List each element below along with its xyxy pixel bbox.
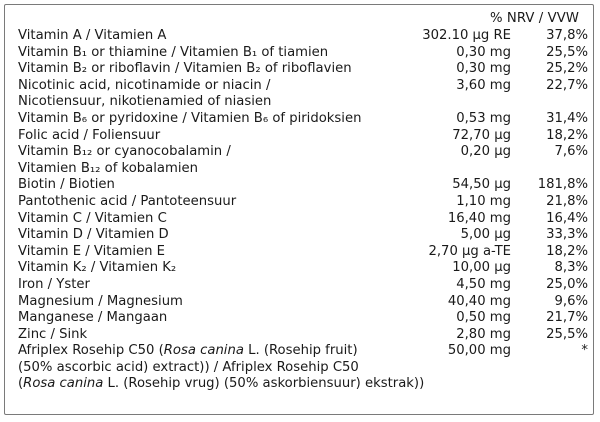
nutrient-amount: 4,50 mg	[456, 276, 511, 292]
nutrient-name-continued: (50% ascorbic acid) extract)) / Afriplex Rosehip C50	[18, 359, 359, 375]
nutrient-nrv: 25,2%	[546, 61, 588, 77]
nutrient-amount: 1,10 mg	[456, 193, 511, 209]
nutrient-row	[18, 244, 590, 261]
nutrient-nrv: 18,2%	[546, 243, 588, 259]
nutrient-amount: 0,20 µg	[460, 144, 511, 160]
nutrient-nrv: 21,7%	[546, 310, 588, 326]
nutrient-row	[18, 260, 590, 277]
nutrient-name-continued: Nicotiensuur, nikotienamied of niasien	[18, 94, 272, 110]
nutrient-row	[18, 111, 590, 128]
nutrient-name: Pantothenic acid / Pantoteensuur	[18, 193, 237, 209]
nutrient-nrv: 31,4%	[546, 110, 588, 126]
nutrient-nrv: 25,5%	[546, 44, 588, 60]
nutrient-nrv: 33,3%	[546, 227, 588, 243]
nutrient-name: Vitamin D / Vitamien D	[18, 227, 169, 243]
nutrient-nrv: 9,6%	[554, 293, 588, 309]
nutrient-nrv: 18,2%	[546, 127, 588, 143]
nutrient-row	[18, 227, 590, 244]
nutrient-nrv: 16,4%	[546, 210, 588, 226]
nutrient-name: Biotin / Biotien	[18, 177, 115, 193]
nutrient-amount: 54,50 µg	[452, 177, 511, 193]
nrv-header: % NRV / VVW	[489, 11, 579, 26]
nutrient-row	[18, 211, 590, 228]
nutrient-amount: 50,00 mg	[447, 343, 511, 359]
nutrient-amount: 0,50 mg	[456, 310, 511, 326]
rosehip-row	[18, 343, 590, 360]
nutrient-amount: 0,53 mg	[456, 110, 511, 126]
nutrient-row	[18, 277, 590, 294]
nutrient-amount: 302.10 µg RE	[422, 28, 511, 43]
nutrient-name: Zinc / Sink	[18, 326, 88, 342]
nutrient-name: Vitamin B₁ or thiamine / Vitamien B₁ of tiamien	[18, 44, 329, 60]
nutrient-name-continued: (Rosa canina L. (Rosehip vrug) (50% askorbiensuur) ekstrak))	[18, 376, 425, 392]
nutrient-nrv: *	[581, 343, 588, 359]
nutrient-amount: 72,70 µg	[452, 127, 511, 143]
nutrient-row	[18, 194, 590, 211]
nutrient-name: Iron / Yster	[18, 276, 90, 292]
nutrient-row	[18, 61, 590, 78]
nutrient-name: Folic acid / Foliensuur	[18, 127, 161, 143]
nutrient-name: Vitamin C / Vitamien C	[18, 210, 167, 226]
nutrient-rows	[18, 28, 590, 393]
nutrient-row	[18, 144, 590, 161]
nutrient-row	[18, 294, 590, 311]
nutrient-nrv: 25,5%	[546, 326, 588, 342]
nutrient-amount: 2,70 µg a-TE	[428, 243, 511, 259]
nutrient-name: Magnesium / Magnesium	[18, 293, 183, 309]
nutrient-amount: 40,40 mg	[447, 293, 511, 309]
nutrient-amount: 2,80 mg	[456, 326, 511, 342]
nutrient-name: Vitamin B₁₂ or cyanocobalamin /	[18, 144, 231, 160]
nutrient-name-continued: Vitamien B₁₂ of kobalamien	[18, 160, 198, 176]
nutrient-amount: 10,00 µg	[452, 260, 511, 276]
nutrient-name: Vitamin B₂ or riboflavin / Vitamien B₂ of riboflavien	[18, 61, 352, 77]
nutrient-name: Vitamin K₂ / Vitamien K₂	[18, 260, 177, 276]
nutrient-name: Vitamin B₆ or pyridoxine / Vitamien B₆ of piridoksien	[18, 110, 362, 126]
nutrient-row	[18, 327, 590, 344]
nutrient-name: Afriplex Rosehip C50 (Rosa canina L. (Rosehip fruit)	[18, 343, 358, 359]
nutrient-name: Vitamin A / Vitamien A	[18, 28, 167, 43]
nutrient-row	[18, 128, 590, 145]
nutrient-amount: 0,30 mg	[456, 61, 511, 77]
nutrient-amount: 0,30 mg	[456, 44, 511, 60]
nutrient-nrv: 8,3%	[554, 260, 588, 276]
nutrient-nrv: 181,8%	[537, 177, 588, 193]
nutrient-amount: 5,00 µg	[460, 227, 511, 243]
nutrient-name: Manganese / Mangaan	[18, 310, 168, 326]
nutrient-row	[18, 45, 590, 62]
nutrient-row	[18, 177, 590, 194]
nutrient-amount: 16,40 mg	[447, 210, 511, 226]
nutrient-row	[18, 78, 590, 95]
nutrient-row	[18, 28, 590, 45]
nutrient-name: Vitamin E / Vitamien E	[18, 243, 166, 259]
nutrient-nrv: 25,0%	[546, 276, 588, 292]
nutrient-nrv: 7,6%	[554, 144, 588, 160]
nutrient-nrv: 21,8%	[546, 193, 588, 209]
nutrition-table	[4, 4, 594, 415]
nutrient-row	[18, 310, 590, 327]
nutrient-name: Nicotinic acid, nicotinamide or niacin /	[18, 77, 271, 93]
nutrient-nrv: 37,8%	[546, 28, 588, 43]
nutrient-amount: 3,60 mg	[456, 77, 511, 93]
nutrient-nrv: 22,7%	[546, 77, 588, 93]
